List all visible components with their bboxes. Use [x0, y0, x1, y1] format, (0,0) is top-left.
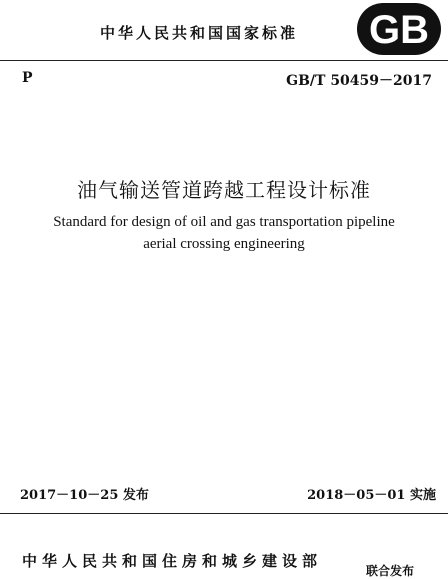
issuer-name: 中华人民共和国住房和城乡建设部 [22, 552, 323, 570]
header-title: 中华人民共和国国家标准 [100, 24, 299, 42]
title-chinese: 油气输送管道跨越工程设计标准 [77, 178, 371, 202]
footer-divider [0, 513, 448, 514]
title-english-line2: aerial crossing engineering [143, 236, 305, 252]
effective-date: 2018－05－01 实施 [307, 488, 436, 503]
standard-number: GB/T 50459－2017 [286, 73, 432, 89]
issuer-suffix: 联合发布 [366, 564, 415, 578]
gb-logo-text: GB [369, 8, 429, 52]
header-divider [0, 60, 448, 61]
gb-logo [356, 2, 442, 56]
title-english-line1: Standard for design of oil and gas transportation pipeline [53, 214, 395, 230]
issue-date: 2017－10－25 发布 [20, 488, 149, 503]
classification-code: P [22, 70, 33, 86]
